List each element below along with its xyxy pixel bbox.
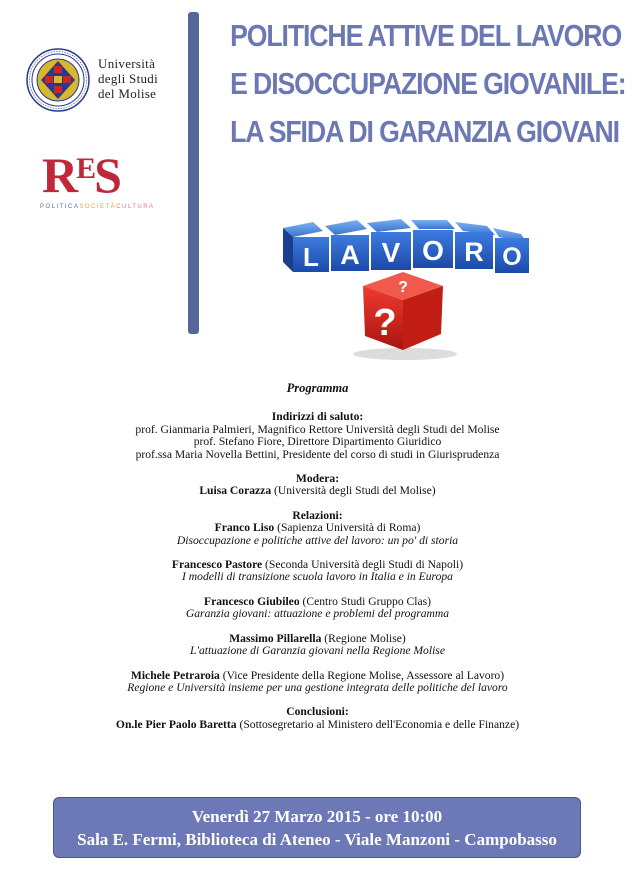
res-subtitle: [40, 204, 160, 210]
blue-cube-1: [283, 222, 329, 272]
talk-topic: Regione e Università insieme per una gestione integrata delle politiche del lavoro: [127, 680, 508, 694]
conclusions-speaker: On.le Pier Paolo Baretta: [115, 717, 237, 731]
talk-item: [0, 670, 635, 695]
greetings-line: prof. Stefano Fiore, Direttore Dipartimento Giuridico: [193, 435, 442, 449]
moderator-heading: Modera:: [295, 472, 340, 486]
speaker-name: Michele Petraroia: [130, 668, 220, 682]
moderator-line: [0, 485, 635, 497]
talk-topic: Garanzia giovani: attuazione e problemi del programma: [185, 607, 450, 621]
program-label: Programma: [286, 381, 349, 395]
talk-topic: Disoccupazione e politiche attive del lavoro: un po' di storia: [176, 533, 459, 547]
page-title: [230, 12, 626, 156]
talk-topic: L'attuazione di Garanzia giovani nella Regione Molise: [190, 644, 445, 658]
blue-cube-5-letter: R: [464, 237, 484, 267]
speaker-name: Franco Liso: [214, 521, 275, 535]
blue-cube-4: [411, 220, 455, 268]
res-logo-text: $R^ES$: [42, 148, 120, 198]
talks-heading: Relazioni:: [292, 508, 343, 522]
speaker-name: Francesco Pastore: [171, 558, 263, 572]
res-logo: [42, 148, 154, 198]
speaker-affiliation: (Centro Studi Gruppo Clas): [299, 594, 432, 608]
red-cube-front-symbol: ?: [373, 302, 397, 344]
university-name-line2: degli Studi: [98, 71, 158, 86]
blue-cube-3-letter: V: [381, 237, 401, 268]
blue-cube-3: [367, 219, 411, 270]
blue-cube-6: [493, 228, 529, 273]
speaker-affiliation: (Sapienza Università di Roma): [274, 521, 421, 535]
res-subtitle-cultura: CULTURA: [116, 204, 155, 210]
program-section: [0, 382, 635, 731]
talk-item: [0, 522, 635, 547]
blue-cube-5: [455, 222, 495, 269]
greetings-line: prof.ssa Maria Novella Bettini, Presidente del corso di studi in Giurisprudenza: [135, 447, 500, 461]
blue-cube-2-letter: A: [340, 240, 360, 270]
greetings-heading: Indirizzi di saluto:: [271, 410, 364, 424]
university-name-line3: del Molise: [98, 86, 157, 101]
title-line2: E DISOCCUPAZIONE GIOVANILE:: [230, 66, 626, 101]
blue-cube-4-letter: O: [422, 235, 444, 266]
blue-cubes-row: [283, 219, 529, 273]
moderator-name: Luisa Corazza: [199, 484, 272, 498]
title-line1: POLITICHE ATTIVE DEL LAVORO: [230, 18, 622, 53]
university-seal-logo: [26, 48, 90, 112]
res-subtitle-politica: POLITICA: [40, 204, 80, 210]
moderator-affiliation: (Università degli Studi del Molise): [271, 484, 436, 498]
res-subtitle-societa: SOCIETÀ: [79, 204, 117, 210]
university-name-line1: Università: [98, 56, 156, 71]
red-cube-top-symbol: ?: [398, 279, 408, 296]
talk-item: [0, 596, 635, 621]
talk-item: [0, 633, 635, 658]
university-name: [98, 56, 158, 101]
title-line3: LA SFIDA DI GARANZIA GIOVANI: [230, 114, 619, 149]
event-location: Sala E. Fermi, Biblioteca di Ateneo - Viale Manzoni - Campobasso: [77, 830, 557, 849]
conclusions-line: [0, 719, 635, 731]
speaker-affiliation: (Seconda Università degli Studi di Napoli): [262, 558, 464, 572]
speaker-affiliation: (Vice Presidente della Regione Molise, Assessore al Lavoro): [219, 668, 505, 682]
blue-cube-1-letter: L: [303, 242, 319, 272]
speaker-name: Massimo Pillarella: [229, 631, 322, 645]
speaker-affiliation: (Regione Molise): [321, 631, 406, 645]
conclusions-affiliation: (Sottosegretario al Ministero dell'Economia e delle Finanze): [236, 717, 520, 731]
red-question-cube: [353, 272, 457, 360]
speaker-name: Francesco Giubileo: [203, 594, 300, 608]
blue-cube-2: [325, 220, 369, 271]
lavoro-dice-illustration: [265, 198, 535, 363]
talk-topic: I modelli di transizione scuola lavoro in Italia e in Europa: [182, 570, 453, 584]
event-info-banner: [53, 797, 581, 858]
conclusions-heading: Conclusioni:: [286, 705, 349, 719]
event-date-time: Venerdì 27 Marzo 2015 - ore 10:00: [191, 807, 443, 826]
talk-item: [0, 559, 635, 584]
greetings-line: prof. Gianmaria Palmieri, Magnifico Rettore Università degli Studi del Molise: [135, 422, 500, 436]
blue-cube-6-letter: O: [502, 243, 522, 271]
vertical-divider: [188, 12, 199, 334]
